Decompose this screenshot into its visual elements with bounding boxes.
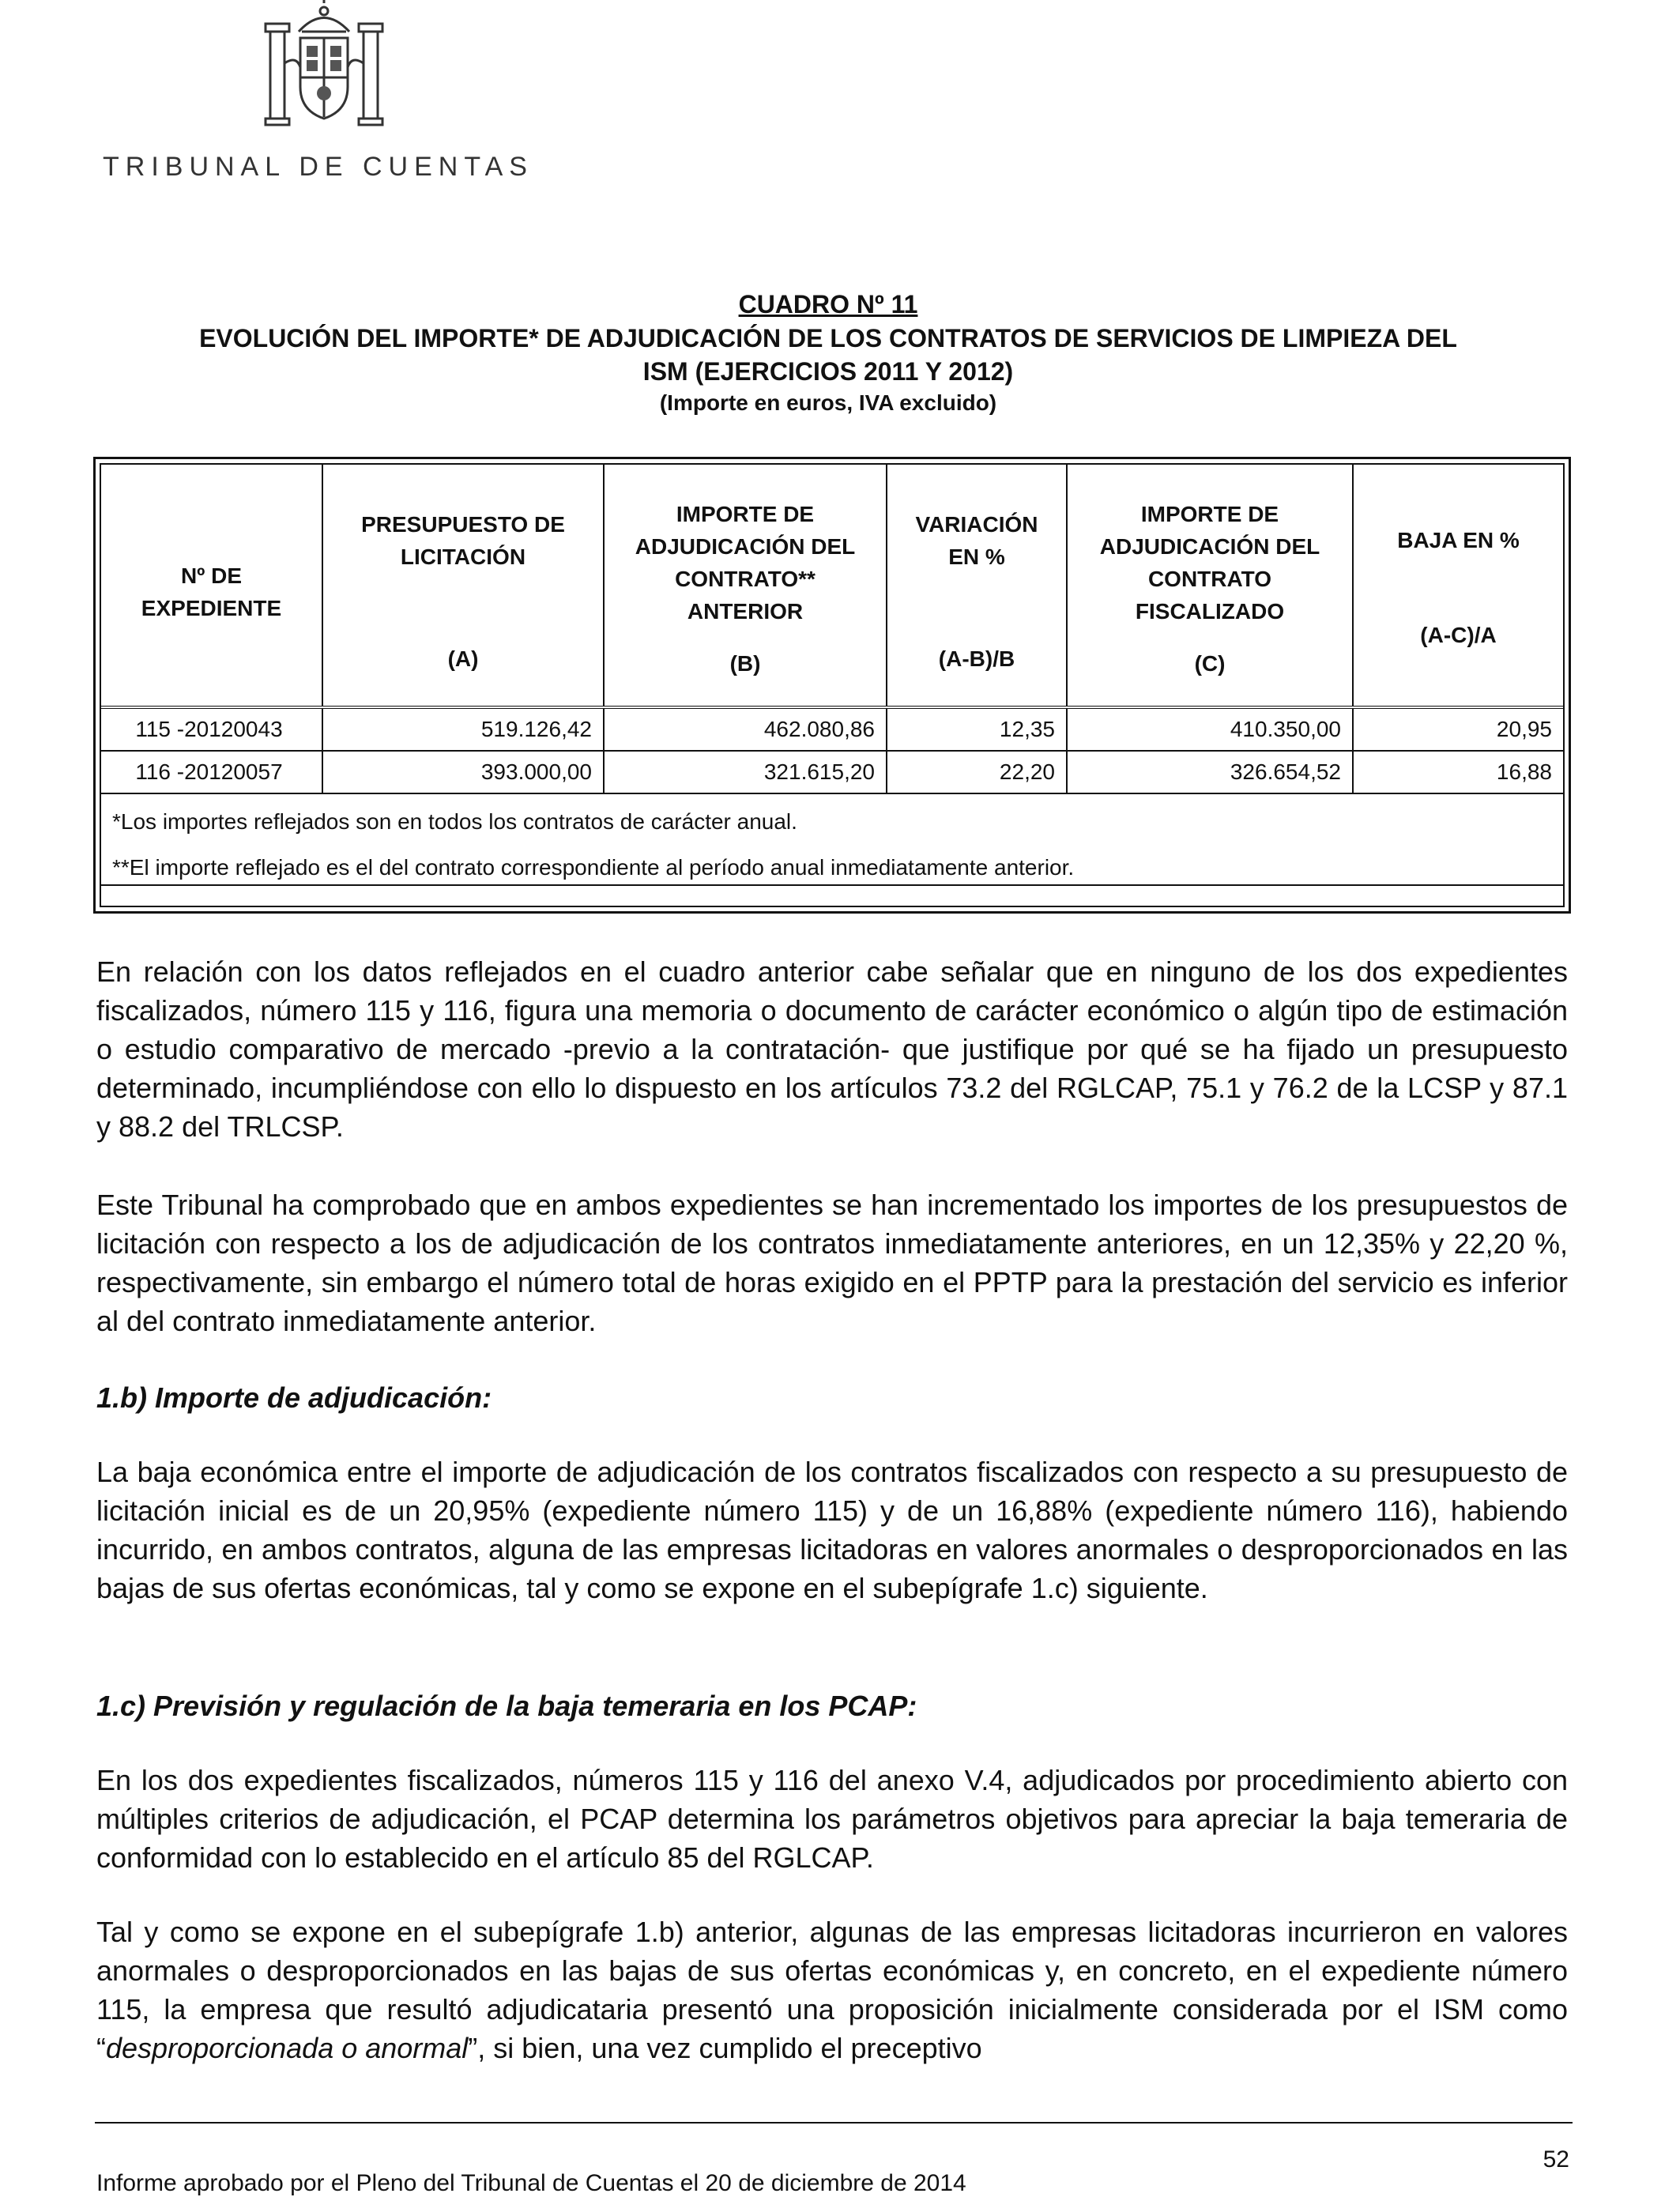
header-row (101, 465, 1563, 707)
cuadro-table (101, 465, 1563, 886)
paragraph-2: Este Tribunal ha comprobado que en ambos expedientes se han incrementado los importes de los presupuestos de licitación con respecto a los de adjudicación de los contratos inmediatamente anteriores, en un 12,35% y 22,20 %, respectivamente, sin embargo el número total de horas exigido en el PPTP para la prestación del servicio es inferior al del contrato inmediatamente anterior. (96, 1189, 1568, 1337)
cuadro-table-frame (93, 457, 1571, 914)
section-heading-1c: 1.c) Previsión y regulación de la baja temeraria en los PCAP: (96, 1690, 917, 1722)
table-note-2: **El importe reflejado es el del contrato correspondiente al período anual inmediatamente anterior. (112, 855, 1075, 880)
footer-divider (95, 2122, 1573, 2124)
cell-variacion: 12,35 (887, 707, 1067, 751)
table-title-line-2: ISM (EJERCICIOS 2011 Y 2012) (642, 357, 1014, 386)
table-note-1: *Los importes reflejados son en todos los contratos de carácter anual. (112, 809, 797, 834)
cell-variacion: 22,20 (887, 751, 1067, 793)
cell-presupuesto: 519.126,42 (322, 707, 604, 751)
table-title-line-1: EVOLUCIÓN DEL IMPORTE* DE ADJUDICACIÓN DE LOS CONTRATOS DE SERVICIOS DE LIMPIEZA DEL (199, 324, 1457, 352)
col-code: (C) (1194, 651, 1226, 676)
paragraph-4: En los dos expedientes fiscalizados, números 115 y 116 del anexo V.4, adjudicados por procedimiento abierto con múltiples criterios de adjudicación, el PCAP determina los parámetros objetivos para apreciar la baja temeraria de conformidad con lo establecido en el artículo 85 del RGLCAP. (96, 1764, 1568, 1874)
table-subtitle: (Importe en euros, IVA excluido) (659, 390, 997, 415)
col-code: (A-B)/B (938, 646, 1015, 671)
paragraph-1: En relación con los datos reflejados en el cuadro anterior cabe señalar que en ninguno de los dos expedientes fiscalizados, número 115 y 116, figura una memoria o documento de carácter económico o algún tipo de estimación o estudio comparativo de mercado -previo a la contratación- que justifique por qué se ha fijado un presupuesto determinado, incumpliéndose con ello lo dispuesto en los artículos 73.2 del RGLCAP, 75.1 y 76.2 de la LCSP y 87.1 y 88.2 del TRLCSP. (96, 955, 1568, 1143)
paragraph-5-italic: desproporcionada o anormal (106, 2032, 469, 2064)
col-code: (B) (729, 651, 761, 676)
paragraph-5 (96, 1912, 1568, 2067)
col-header-expediente (101, 465, 322, 707)
cell-baja: 20,95 (1353, 707, 1563, 751)
col-header-importe-anterior (604, 465, 887, 707)
table-number: CUADRO Nº 11 (738, 290, 918, 318)
organization-name: TRIBUNAL DE CUENTAS (103, 152, 533, 182)
cell-importe-fiscalizado: 410.350,00 (1067, 707, 1353, 751)
paragraph-5-text: Tal y como se expone en el subepígrafe 1.b) anterior, algunas de las empresas licitadoras incurrieron en valores anormales o desproporcionados en las bajas de sus ofertas económicas y, en concreto, en el expediente número 115, la empresa que resultó adjudicataria presentó una proposición inicialmente considerada por el ISM como “ (96, 1916, 1568, 2064)
section-heading-1b: 1.b) Importe de adjudicación: (96, 1381, 492, 1414)
col-label: PRESUPUESTO DE LICITACIÓN (361, 512, 565, 569)
paragraph-5-text-end: ”, si bien, una vez cumplido el preceptivo (468, 2032, 982, 2064)
cell-presupuesto: 393.000,00 (322, 751, 604, 793)
cell-importe-anterior: 462.080,86 (604, 707, 887, 751)
col-header-variacion (887, 465, 1067, 707)
col-header-baja (1353, 465, 1563, 707)
cell-importe-fiscalizado: 326.654,52 (1067, 751, 1353, 793)
notes-cell (101, 793, 1563, 885)
col-code: (A) (447, 646, 479, 671)
notes-row (101, 793, 1563, 885)
footer-text: Informe aprobado por el Pleno del Tribunal de Cuentas el 20 de diciembre de 2014 (96, 2170, 966, 2196)
col-label: BAJA EN % (1397, 528, 1520, 552)
coat-of-arms-icon (253, 0, 395, 134)
col-header-presupuesto (322, 465, 604, 707)
cell-expediente: 116 -20120057 (101, 751, 322, 793)
paragraph-3: La baja económica entre el importe de adjudicación de los contratos fiscalizados con respecto a su presupuesto de licitación inicial es de un 20,95% (expediente número 115) y de un 16,88% (expediente número 116), habiendo incurrido, en ambos contratos, alguna de las empresas licitadoras en valores anormales o desproporcionados en las bajas de sus ofertas económicas, tal y como se expone en el subepígrafe 1.c) siguiente. (96, 1456, 1568, 1604)
page-number: 52 (1543, 2146, 1569, 2173)
table-row (101, 751, 1563, 793)
col-label: IMPORTE DE ADJUDICACIÓN DEL CONTRATO** ANTERIOR (635, 502, 856, 624)
cell-expediente: 115 -20120043 (101, 707, 322, 751)
col-label: IMPORTE DE ADJUDICACIÓN DEL CONTRATO FISCALIZADO (1099, 502, 1320, 624)
col-code: (A-C)/A (1420, 623, 1497, 647)
cell-baja: 16,88 (1353, 751, 1563, 793)
col-label: VARIACIÓN EN % (915, 512, 1038, 569)
col-header-importe-fiscalizado (1067, 465, 1353, 707)
col-label: Nº DE EXPEDIENTE (141, 563, 282, 620)
table-row (101, 707, 1563, 751)
cell-importe-anterior: 321.615,20 (604, 751, 887, 793)
